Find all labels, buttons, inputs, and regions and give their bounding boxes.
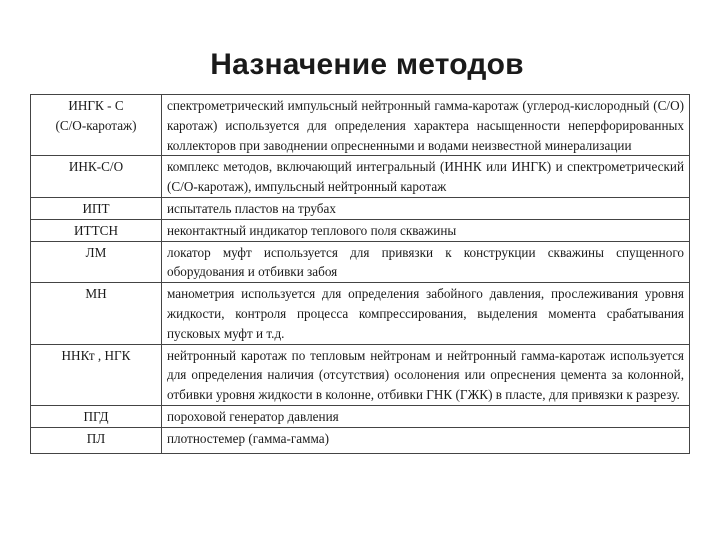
table-row [31, 197, 690, 219]
method-code: ИПТ [31, 197, 162, 219]
table-row [31, 427, 690, 453]
method-description: плотностемер (гамма-гамма) [162, 427, 690, 453]
method-code: ЛМ [31, 241, 162, 283]
table-row [31, 95, 690, 156]
method-code: ИТТСН [31, 219, 162, 241]
slide-title: Назначение методов [210, 48, 524, 81]
method-description: испытатель пластов на трубах [162, 197, 690, 219]
method-code: ПЛ [31, 427, 162, 453]
method-code: ННКт , НГК [31, 344, 162, 405]
method-description: неконтактный индикатор теплового поля скважины [162, 219, 690, 241]
method-code: ПГД [31, 405, 162, 427]
method-code: ИНК-С/О [31, 156, 162, 198]
table-row [31, 283, 690, 344]
method-description: спектрометрический импульсный нейтронный гамма-каротаж (углерод-кислородный (С/О) каротаж) используется для определения характера насыщенности неперфорированных коллекторов при заводнении опресненными и водами неизвестной минерализации [162, 95, 690, 156]
table-row [31, 219, 690, 241]
method-description: манометрия используется для определения забойного давления, прослеживания уровня жидкости, контроля процесса компрессирования, выделения момента срабатывания пусковых муфт и т.д. [162, 283, 690, 344]
method-description: комплекс методов, включающий интегральный (ИННК или ИНГК) и спектрометрический (С/О-каротаж), импульсный нейтронный каротаж [162, 156, 690, 198]
method-description: локатор муфт используется для привязки к конструкции скважины спущенного оборудования и отбивки забоя [162, 241, 690, 283]
table-row [31, 156, 690, 198]
table-row [31, 344, 690, 405]
method-description: пороховой генератор давления [162, 405, 690, 427]
method-code: ИНГК - С (С/О-каротаж) [31, 95, 162, 156]
methods-table [30, 94, 690, 454]
table-row [31, 405, 690, 427]
table-row [31, 241, 690, 283]
method-description: нейтронный каротаж по тепловым нейтронам и нейтронный гамма-каротаж используется для определения наличия (отсутствия) осолонения или опреснения цемента за колонной, отбивки уровня жидкости в колонне, отбивки ГНК (ГЖК) в пласте, для привязки к разрезу. [162, 344, 690, 405]
method-code: МН [31, 283, 162, 344]
